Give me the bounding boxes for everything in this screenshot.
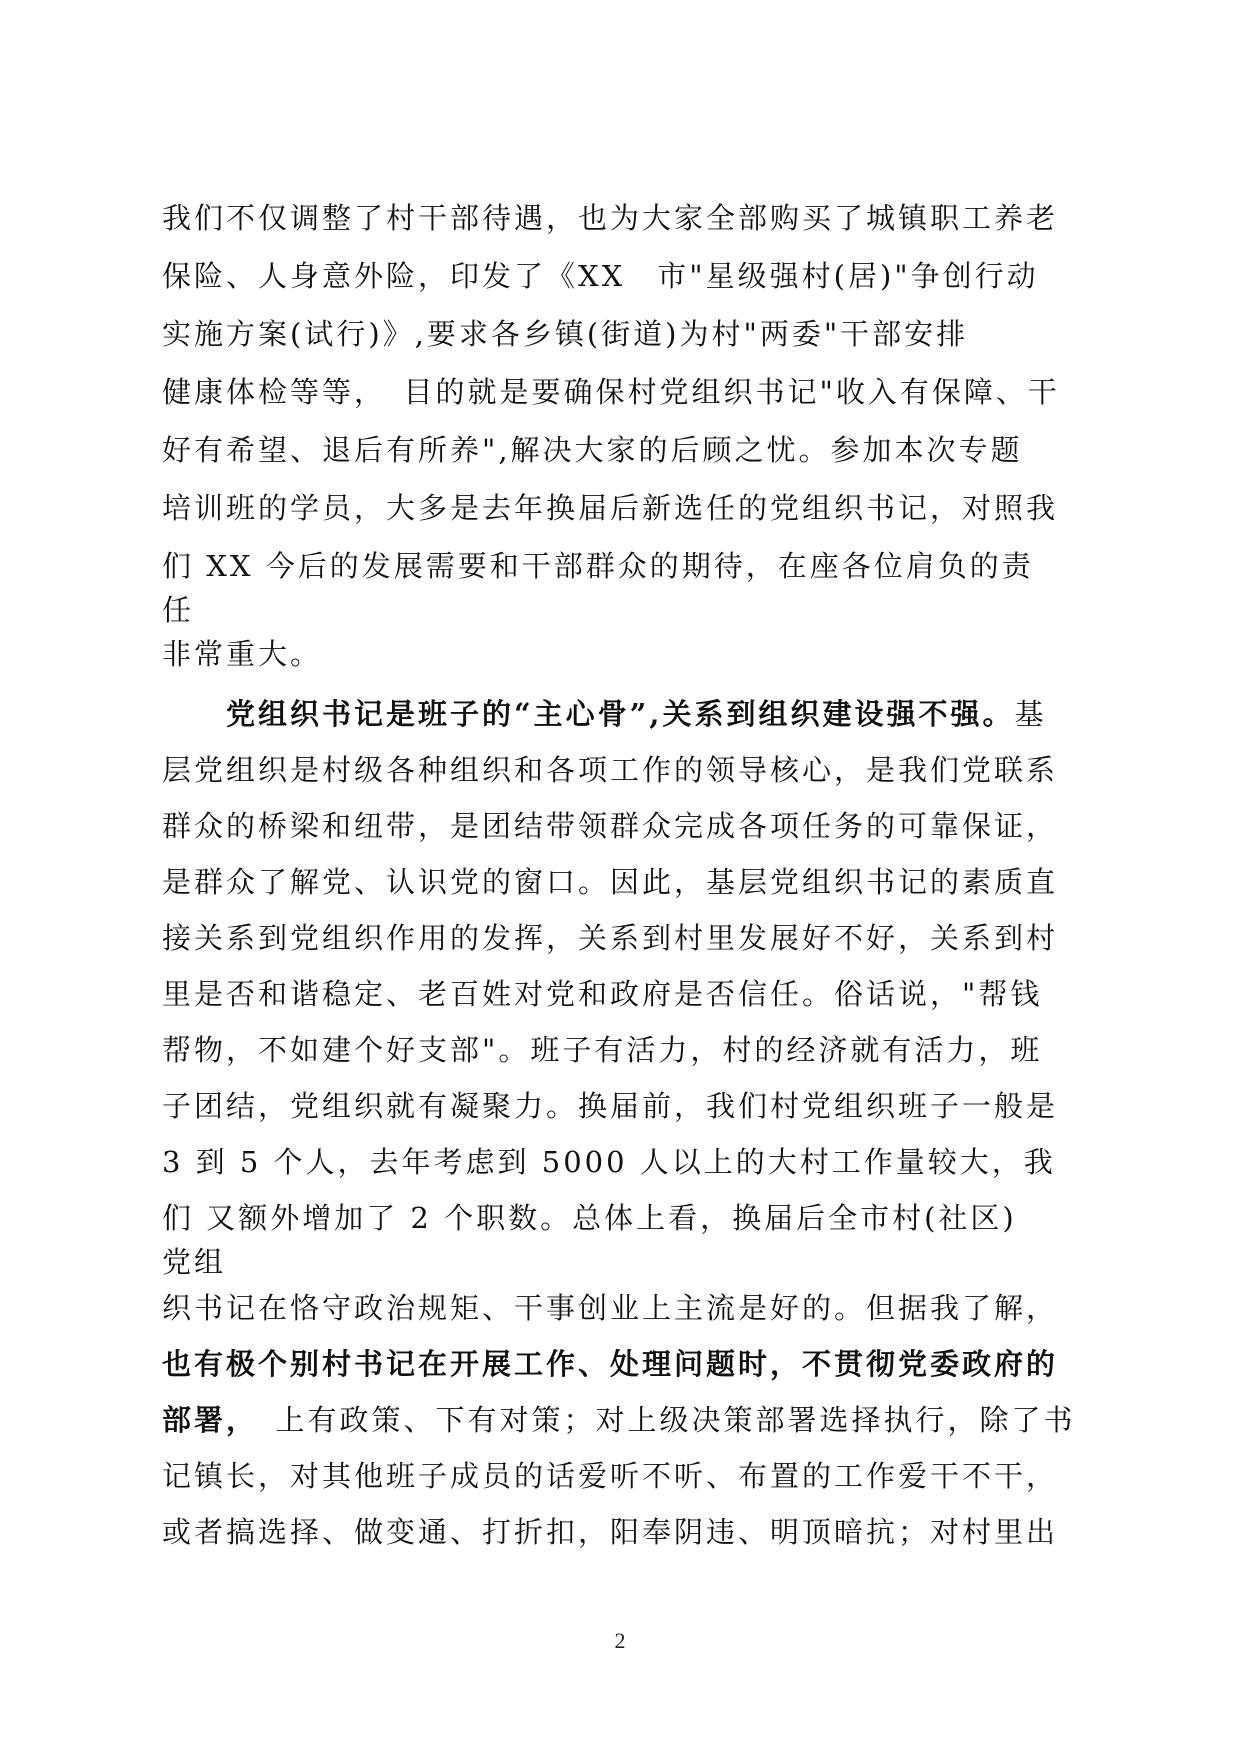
line-text: 群众的桥梁和纽带，是团结带领群众完成各项任务的可靠保证， (162, 809, 1059, 843)
line-text: 培训班的学员，大多是去年换届后新选任的党组织书记，对照我 (162, 491, 1059, 525)
line-text: 或者搞选择、做变通、打折扣，阳奉阴违、明顶暗抗；对村里出 (162, 1515, 1059, 1549)
text-line (162, 256, 1082, 296)
line-text: 任 (162, 593, 195, 627)
line-text: 3 到 5 个人，去年考虑到 5000 人以上的大村工作量较大，我 (162, 1145, 1056, 1179)
line-text: 记镇长，对其他班子成员的话爱听不听、布置的工作爱干不干， (162, 1459, 1059, 1493)
bold-text: 部署， (162, 1403, 244, 1437)
text-line (162, 590, 1082, 630)
line-text: 是群众了解党、认识党的窗口。因此，基层党组织书记的素质直 (162, 865, 1059, 899)
line-text: 里是否和谐稳定、老百姓对党和政府是否信任。俗话说，"帮钱 (162, 977, 1043, 1011)
text-line (162, 806, 1082, 846)
line-text: 子团结，党组织就有凝聚力。换届前，我们村党组织班子一般是 (162, 1089, 1059, 1123)
line-text: 帮物，不如建个好支部"。班子有活力，村的经济就有活力，班 (162, 1033, 1043, 1067)
text-line (162, 1242, 1082, 1282)
text-line (162, 488, 1082, 528)
bold-text: 也有极个别村书记在开展工作、处理问题时，不贯彻党委政府的 (162, 1347, 1059, 1381)
text-line (162, 430, 1082, 470)
text-line (162, 546, 1082, 586)
paragraph-heading-line (162, 694, 1082, 734)
line-text: 们 又额外增加了 2 个职数。总体上看，换届后全市村(社区) (162, 1201, 1017, 1235)
text-line (162, 198, 1082, 238)
line-text: 健康体检等等， 目的就是要确保村党组织书记"收入有保障、干 (162, 375, 1060, 409)
line-text: 上有政策、下有对策；对上级决策部署选择执行，除了书 (243, 1403, 1076, 1437)
line-text: 们 XX 今后的发展需要和干部群众的期待，在座各位肩负的责 (162, 549, 1034, 583)
paragraph-heading: 党组织书记是班子的“主心骨”,关系到组织建设强不强。 (162, 697, 1015, 731)
text-line (162, 1198, 1082, 1238)
page-number: 2 (614, 1628, 626, 1653)
line-text: 织书记在恪守政治规矩、干事创业上主流是好的。但据我了解， (162, 1291, 1059, 1325)
line-text: 层党组织是村级各种组织和各项工作的领导核心，是我们党联系 (162, 753, 1059, 787)
text-line (162, 634, 1082, 674)
text-line-bold (162, 1344, 1082, 1384)
text-line (162, 1512, 1082, 1552)
text-line (162, 1086, 1082, 1126)
text-line (162, 314, 1082, 354)
text-line (162, 974, 1082, 1014)
text-line (162, 1400, 1082, 1440)
text-line (162, 1142, 1082, 1182)
line-text: 党组 (162, 1245, 227, 1279)
line-text: 非常重大。 (162, 637, 323, 671)
text-line (162, 1288, 1082, 1328)
line-text: 实施方案(试行)》,要求各乡镇(街道)为村"两委"干部安排 (162, 317, 969, 351)
text-line (162, 1456, 1082, 1496)
line-text: 保险、人身意外险，印发了《XX 市"星级强村(居)"争创行动 (162, 259, 1039, 293)
line-text: 我们不仅调整了村干部待遇，也为大家全部购买了城镇职工养老 (162, 201, 1059, 235)
text-line (162, 372, 1082, 412)
text-line (162, 750, 1082, 790)
line-text: 接关系到党组织作用的发挥，关系到村里发展好不好，关系到村 (162, 921, 1059, 955)
line-text: 基 (1014, 697, 1047, 731)
line-text: 好有希望、退后有所养",解决大家的后顾之忧。参加本次专题 (162, 433, 1023, 467)
text-line (162, 918, 1082, 958)
text-line (162, 862, 1082, 902)
text-line (162, 1030, 1082, 1070)
